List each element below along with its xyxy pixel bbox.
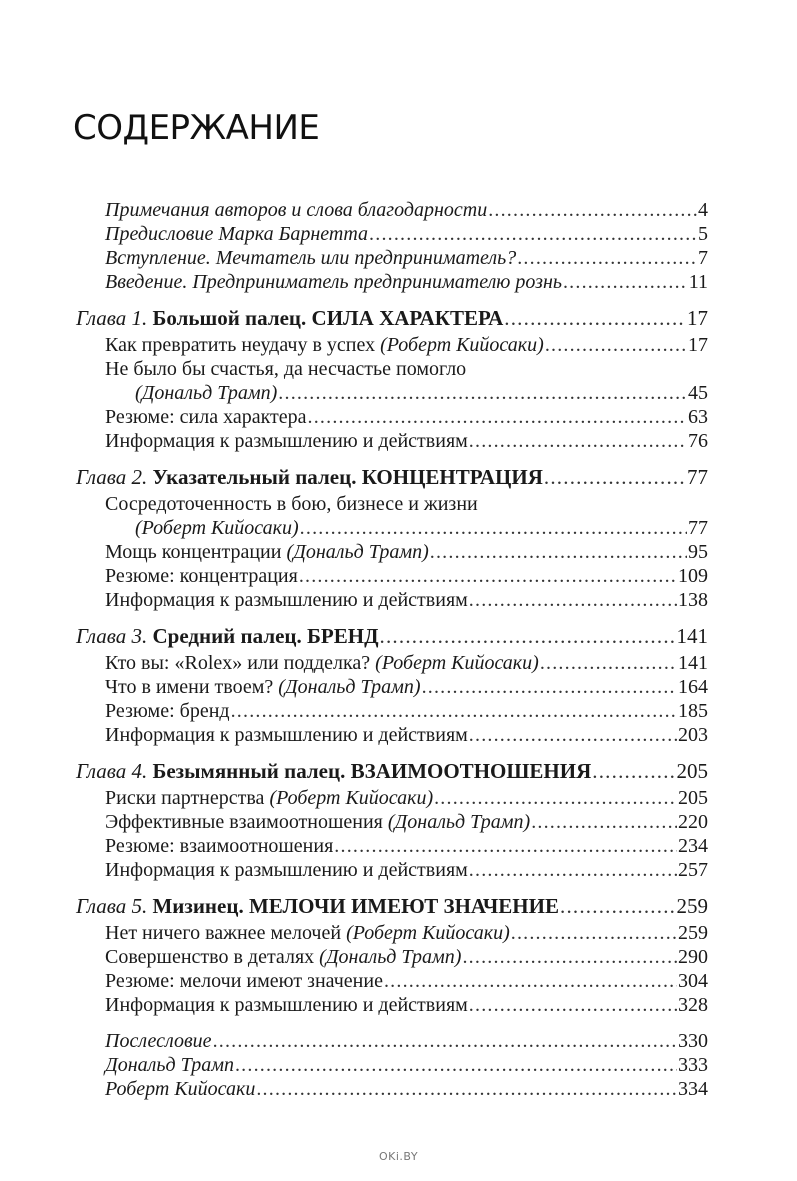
page-number: 17	[688, 334, 708, 356]
chapter-title: Безымянный палец. ВЗАИМООТНОШЕНИЯ	[152, 759, 592, 783]
dot-leader	[469, 858, 677, 882]
chapter-label: Глава 4.	[76, 759, 148, 783]
dot-leader	[231, 699, 677, 723]
page-number: 141	[676, 624, 708, 648]
entry-title: Введение. Предприниматель предпринимателю рознь	[105, 271, 562, 293]
entry-title: Информация к размышлению и действиям	[105, 724, 468, 746]
dot-leader	[504, 306, 686, 330]
entry-author: (Дональд Трамп)	[387, 811, 531, 833]
entry-title: Примечания авторов и слова благодарности	[105, 199, 488, 221]
entry-title: Информация к размышлению и действиям	[105, 430, 468, 452]
toc-entry[interactable]	[105, 588, 708, 612]
page-number: 257	[678, 859, 708, 881]
watermark: OKi.BY	[378, 1150, 419, 1163]
toc-entry-front[interactable]	[105, 222, 708, 246]
page-number: 63	[688, 406, 708, 428]
entry-title: Как превратить неудачу в успех	[105, 334, 376, 356]
dot-leader	[256, 1077, 677, 1101]
entry-title: Резюме: концентрация	[105, 565, 298, 587]
entry-author: (Дональд Трамп)	[286, 541, 429, 563]
entry-title: Эффективные взаимоотношения	[105, 811, 383, 833]
entry-author: (Роберт Кийосаки)	[380, 334, 544, 356]
entry-title: Нет ничего важнее мелочей	[105, 922, 342, 944]
toc-entry[interactable]	[105, 834, 708, 858]
chapter-label: Глава 2.	[76, 465, 148, 489]
toc-entry[interactable]	[105, 810, 708, 834]
dot-leader	[540, 651, 677, 675]
toc-entry[interactable]	[105, 333, 708, 357]
entry-author: (Роберт Кийосаки)	[269, 787, 434, 809]
toc-entry-continuation[interactable]	[135, 516, 708, 540]
page-number: 76	[688, 430, 708, 452]
entry-title: Вступление. Мечтатель или предприниматель?	[105, 247, 517, 269]
toc-entry[interactable]	[105, 945, 708, 969]
toc-entry-back[interactable]	[105, 1053, 708, 1077]
dot-leader	[469, 723, 677, 747]
page-number: 5	[698, 223, 708, 245]
page-number: 259	[678, 922, 708, 944]
entry-author: (Роберт Кийосаки)	[135, 517, 299, 539]
toc-entry[interactable]	[105, 993, 708, 1017]
dot-leader	[434, 786, 677, 810]
toc-entry[interactable]	[105, 723, 708, 747]
toc-entry-front[interactable]	[105, 198, 708, 222]
dot-leader	[462, 945, 677, 969]
page-number: 77	[687, 465, 708, 489]
dot-leader	[545, 333, 687, 357]
entry-title: Резюме: сила характера	[105, 406, 307, 428]
page-number: 4	[698, 199, 708, 221]
page-number: 220	[678, 811, 708, 833]
chapter-title: Средний палец. БРЕНД	[152, 624, 379, 648]
entry-title: Информация к размышлению и действиям	[105, 994, 468, 1016]
page-number: 205	[678, 787, 708, 809]
toc-entry-front[interactable]	[105, 246, 708, 270]
dot-leader	[469, 588, 677, 612]
page-number: 95	[688, 541, 708, 563]
toc-entry[interactable]	[105, 492, 708, 516]
dot-leader	[300, 516, 687, 540]
page-number: 333	[678, 1054, 708, 1076]
chapter-title: Большой палец. СИЛА ХАРАКТЕРА	[152, 306, 504, 330]
toc-entry[interactable]	[105, 357, 708, 381]
dot-leader	[235, 1053, 677, 1077]
chapter-heading[interactable]	[76, 894, 708, 918]
toc-entry[interactable]	[105, 405, 708, 429]
dot-leader	[544, 465, 686, 489]
dot-leader	[278, 381, 687, 405]
chapter-label: Глава 1.	[76, 306, 148, 330]
page-number: 141	[678, 652, 708, 674]
dot-leader	[517, 246, 697, 270]
entry-title: Резюме: бренд	[105, 700, 230, 722]
page-number: 17	[687, 306, 708, 330]
toc-entry[interactable]	[105, 786, 708, 810]
page-number: 77	[688, 517, 708, 539]
dot-leader	[430, 540, 687, 564]
toc-entry-front[interactable]	[105, 270, 708, 294]
dot-leader	[560, 894, 676, 918]
entry-title: Что в имени твоем?	[105, 676, 274, 698]
dot-leader	[531, 810, 677, 834]
page-number: 138	[678, 589, 708, 611]
toc-entry[interactable]	[105, 564, 708, 588]
entry-title: Резюме: взаимоотношения	[105, 835, 334, 857]
page-number: 205	[676, 759, 708, 783]
entry-title: Риски партнерства	[105, 787, 265, 809]
page-number: 328	[678, 994, 708, 1016]
entry-title: Совершенство в деталях	[105, 946, 315, 968]
toc-entry-continuation[interactable]	[135, 381, 708, 405]
page-number: 109	[678, 565, 708, 587]
dot-leader	[299, 564, 677, 588]
page-number: 259	[676, 894, 708, 918]
chapter-label: Глава 5.	[76, 894, 148, 918]
entry-title: Дональд Трамп	[105, 1054, 234, 1076]
toc-entry[interactable]	[105, 699, 708, 723]
dot-leader	[380, 624, 676, 648]
page-number: 334	[678, 1078, 708, 1100]
dot-leader	[592, 759, 675, 783]
entry-author: (Роберт Кийосаки)	[346, 922, 510, 944]
entry-title: Информация к размышлению и действиям	[105, 859, 468, 881]
toc-entry[interactable]	[105, 969, 708, 993]
dot-leader	[488, 198, 697, 222]
page-number: 234	[678, 835, 708, 857]
dot-leader	[334, 834, 677, 858]
dot-leader	[213, 1029, 677, 1053]
dot-leader	[308, 405, 687, 429]
page-number: 330	[678, 1030, 708, 1052]
entry-title: Предисловие Марка Барнетта	[105, 223, 369, 245]
chapter-heading[interactable]	[76, 306, 708, 330]
dot-leader	[422, 675, 677, 699]
entry-author: (Дональд Трамп)	[319, 946, 462, 968]
page-number: 164	[678, 676, 708, 698]
entry-title: Кто вы: «Rolex» или подделка?	[105, 652, 371, 674]
toc-entry-back[interactable]	[105, 1029, 708, 1053]
toc-entry[interactable]	[105, 540, 708, 564]
entry-title: Послесловие	[105, 1030, 212, 1052]
entry-title: Не было бы счастья, да несчастье помогло	[105, 358, 467, 380]
chapter-label: Глава 3.	[76, 624, 148, 648]
dot-leader	[511, 921, 677, 945]
entry-title: Роберт Кийосаки	[105, 1078, 256, 1100]
toc-entry[interactable]	[105, 921, 708, 945]
dot-leader	[369, 222, 697, 246]
entry-title: Сосредоточенность в бою, бизнесе и жизни	[105, 493, 478, 515]
entry-author: (Дональд Трамп)	[135, 382, 278, 404]
entry-title: Информация к размышлению и действиям	[105, 589, 468, 611]
dot-leader	[469, 993, 677, 1017]
page-number: 304	[678, 970, 708, 992]
chapter-title: Мизинец. МЕЛОЧИ ИМЕЮТ ЗНАЧЕНИЕ	[152, 894, 559, 918]
chapter-title: Указательный палец. КОНЦЕНТРАЦИЯ	[152, 465, 543, 489]
entry-title: Мощь концентрации	[105, 541, 282, 563]
toc-entry[interactable]	[105, 675, 708, 699]
page-title: СОДЕРЖАНИЕ	[73, 108, 320, 148]
chapter-heading[interactable]	[76, 759, 708, 783]
toc-entry[interactable]	[105, 429, 708, 453]
page-number: 7	[698, 247, 708, 269]
dot-leader	[469, 429, 687, 453]
page-number: 11	[688, 271, 708, 293]
chapter-heading[interactable]	[76, 624, 708, 648]
entry-author: (Дональд Трамп)	[278, 676, 421, 698]
page-number: 185	[678, 700, 708, 722]
entry-title: Резюме: мелочи имеют значение	[105, 970, 383, 992]
page-number: 203	[678, 724, 708, 746]
toc-entry[interactable]	[105, 858, 708, 882]
page-number: 45	[688, 382, 708, 404]
toc-entry[interactable]	[105, 651, 708, 675]
toc-entry-back[interactable]	[105, 1077, 708, 1101]
entry-author: (Роберт Кийосаки)	[375, 652, 539, 674]
dot-leader	[563, 270, 688, 294]
page-number: 290	[678, 946, 708, 968]
dot-leader	[384, 969, 677, 993]
chapter-heading[interactable]	[76, 465, 708, 489]
